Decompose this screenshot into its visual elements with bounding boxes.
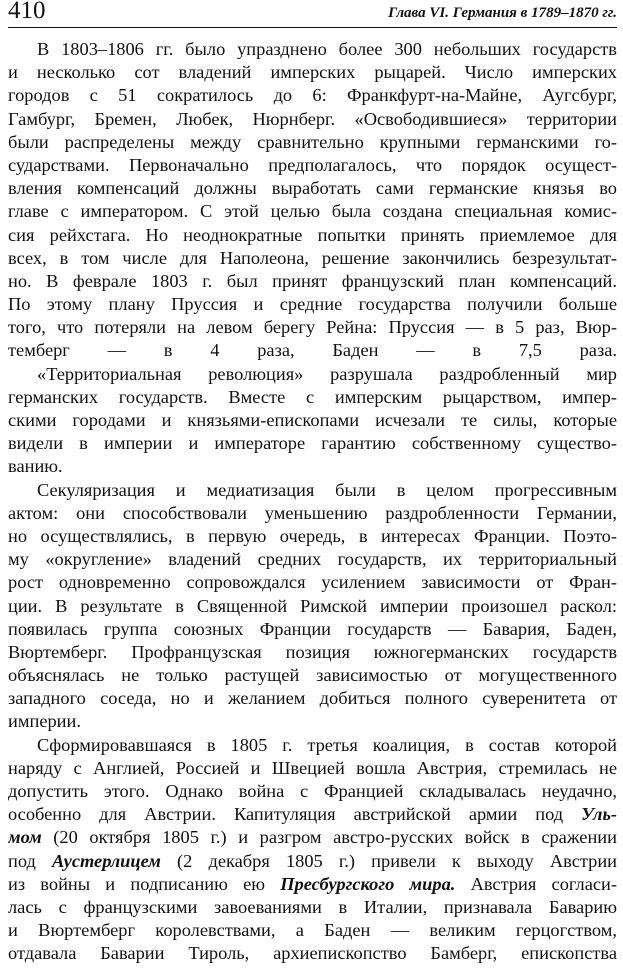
text-run: «Территориальная революция» разрушала раздробленный мир — [37, 363, 617, 384]
running-head: Глава VI. Германия в 1789–1870 гг. — [388, 5, 617, 21]
text-run: ванию. — [8, 456, 63, 477]
text-run: и Вюртемберг королевствами, а Баден — великим герцогством, — [8, 920, 617, 941]
text-line — [8, 595, 617, 618]
text-line — [8, 177, 617, 200]
text-run: темберг — в 4 раза, Баден — в 7,5 раза. — [8, 340, 617, 361]
text-line — [8, 316, 617, 339]
paragraph — [8, 479, 617, 734]
text-run: западного соседа, но и желанием добиться полного суверенитета от — [8, 688, 617, 709]
paragraph — [8, 38, 617, 363]
emphasized-term: Пресбургского мира. — [280, 873, 456, 894]
emphasized-term: мом — [8, 827, 42, 848]
text-run: того, что потеряли на левом берегу Рейна: Пруссия — в 5 раз, Вюр- — [8, 317, 617, 338]
text-run: главе с императором. С этой целью была создана специальная комис- — [8, 201, 617, 222]
text-line — [8, 803, 617, 826]
text-line — [8, 571, 617, 594]
text-run: из войны и подписанию ею — [8, 873, 281, 894]
text-run: наряду с Англией, Россией и Швецией вошла Австрия, стремилась не — [8, 757, 617, 778]
text-line — [8, 757, 617, 780]
text-run: были распределены между сравнительно крупными германскими го- — [8, 131, 617, 152]
text-run: и несколько сот владений имперских рыцарей. Число имперских — [8, 62, 617, 83]
text-line — [8, 479, 617, 502]
text-run: Гамбург, Бремен, Любек, Нюрнберг. «Освободившиеся» территории — [8, 108, 617, 129]
text-line — [8, 409, 617, 432]
text-line — [8, 270, 617, 293]
text-run: Вюртемберг. Профранцузская позиция южногерманских государств — [8, 641, 617, 662]
text-line — [8, 919, 617, 942]
text-run: появилась группа союзных Франции государств — Бавария, Баден, — [8, 618, 617, 639]
text-line — [8, 386, 617, 409]
text-line — [8, 896, 617, 919]
text-line — [8, 664, 617, 687]
text-line — [8, 942, 617, 965]
text-run: видели в империи и императоре гарантию собственному существо- — [8, 433, 617, 454]
paragraph — [8, 363, 617, 479]
text-line — [8, 710, 617, 733]
text-line — [8, 455, 617, 478]
text-run: германских государств. Вместе с имперским рыцарством, импер- — [8, 386, 617, 407]
text-run: ции. В результате в Священной Римской империи произошел раскол: — [8, 595, 617, 616]
text-run: но осуществлялись, в первую очередь, в интересах Франции. Поэто- — [8, 525, 617, 546]
text-run: под — [8, 850, 52, 871]
text-run: объяснялась не только растущей зависимостью от могущественного — [8, 665, 617, 686]
text-line — [8, 339, 617, 362]
emphasized-term: Уль- — [581, 804, 617, 825]
text-line — [8, 548, 617, 571]
text-line — [8, 826, 617, 849]
text-line — [8, 525, 617, 548]
text-run: лась с французскими завоеваниями в Италии, признавала Баварию — [8, 896, 617, 917]
text-run: отдавала Баварии Тироль, архиепископство Бамберг, епископства — [8, 943, 617, 964]
page-number: 410 — [8, 0, 46, 24]
text-line — [8, 224, 617, 247]
text-run: (2 декабря 1805 г.) привели к выходу Австрии — [160, 850, 617, 871]
text-run: Секуляризация и медиатизация были в целом прогрессивным — [37, 479, 617, 500]
text-line — [8, 618, 617, 641]
text-run: Сформировавшаяся в 1805 г. третья коалиция, в состав которой — [37, 734, 617, 755]
text-line — [8, 293, 617, 316]
text-line — [8, 687, 617, 710]
text-run: (20 октября 1805 г.) и разгром австро-русских войск в сражении — [41, 827, 617, 848]
text-line — [8, 780, 617, 803]
text-run: му «округление» владений средних государств, их территориальный — [8, 549, 617, 570]
text-run: империи. — [8, 711, 81, 732]
paragraph — [8, 734, 617, 966]
text-line — [8, 432, 617, 455]
text-run: актом: они способствовали уменьшению раздробленности Германии, — [8, 502, 617, 523]
text-line — [8, 131, 617, 154]
text-run: особенно для Австрии. Капитуляция австрийской армии под — [8, 804, 582, 825]
text-run: вления компенсаций должны выработать сами германские князья во — [8, 178, 617, 199]
text-line — [8, 61, 617, 84]
text-run: По этому плану Пруссия и средние государства получили больше — [8, 294, 617, 315]
text-run: городов с 51 сократилось до 6: Франкфурт-на-Майне, Аугсбург, — [8, 85, 617, 106]
text-run: рост одновременно сопровождался усилением зависимости от Фран- — [8, 572, 617, 593]
text-run: В 1803–1806 гг. было упразднено более 300 небольших государств — [37, 39, 617, 59]
text-line — [8, 734, 617, 757]
header-rule — [8, 27, 617, 28]
emphasized-term: Аустерлицем — [52, 850, 161, 871]
page-header — [8, 0, 617, 26]
text-line — [8, 363, 617, 386]
text-line — [8, 502, 617, 525]
text-body — [8, 38, 617, 966]
text-run: скими городами и князьями-епископами исчезали те силы, которые — [8, 410, 617, 430]
text-line — [8, 200, 617, 223]
text-run: сударствами. Первоначально предполагалось, что порядок осущест- — [8, 154, 617, 175]
text-line — [8, 641, 617, 664]
text-run: сия рейхстага. Но неоднократные попытки принять приемлемое для — [8, 224, 617, 245]
text-run: допустить этого. Однако война с Францией складывалась неудачно, — [8, 781, 617, 801]
text-run: всех, в том числе для Наполеона, решение закончились безрезультат- — [8, 247, 617, 268]
text-line — [8, 247, 617, 270]
text-line — [8, 850, 617, 873]
text-run: но. В феврале 1803 г. был принят французский план компенсаций. — [8, 270, 617, 291]
text-line — [8, 154, 617, 177]
text-line — [8, 108, 617, 131]
text-line — [8, 873, 617, 896]
text-line — [8, 38, 617, 61]
text-run: Австрия согласи- — [455, 873, 617, 894]
text-line — [8, 84, 617, 107]
